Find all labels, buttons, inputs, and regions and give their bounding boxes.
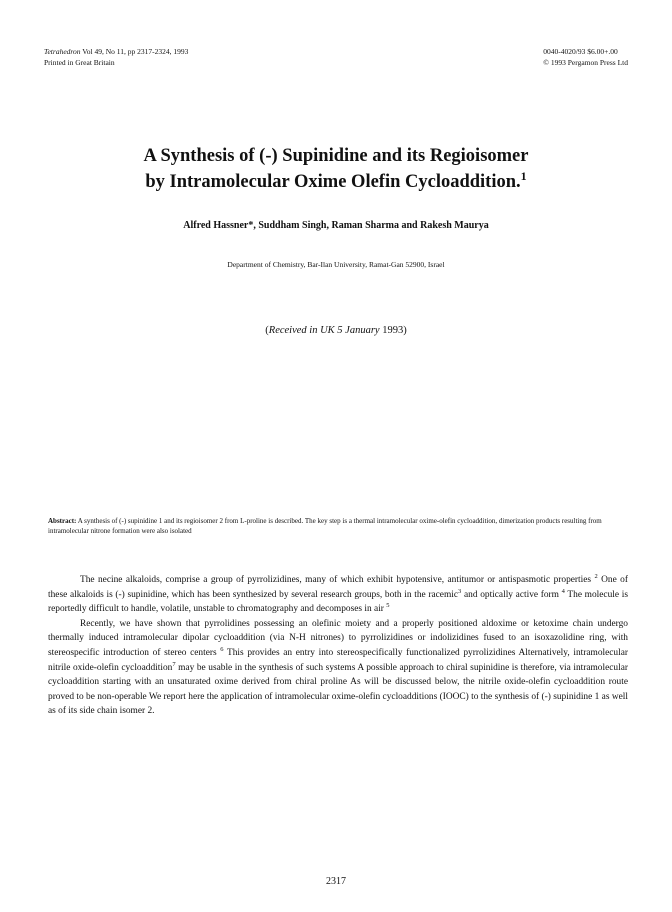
publisher-header xyxy=(543,46,628,68)
title-line-1: A Synthesis of (-) Supinidine and its Regioisomer xyxy=(143,146,529,166)
reference-marker: 4 xyxy=(561,587,565,595)
journal-header xyxy=(44,46,188,68)
journal-citation: Tetrahedron Vol 49, No 11, pp 2317-2324, 1993 xyxy=(44,47,189,56)
reference-marker: 5 xyxy=(386,602,390,610)
reference-marker: 3 xyxy=(458,587,462,595)
abstract xyxy=(48,517,628,536)
price-code: 0040-4020/93 $6.00+.00 xyxy=(543,47,618,56)
reference-marker: 2 xyxy=(594,572,598,580)
author-list: Alfred Hassner*, Suddham Singh, Raman Sharma and Rakesh Maurya xyxy=(183,220,489,231)
affiliation: Department of Chemistry, Bar-Ilan University, Ramat-Gan 52900, Israel xyxy=(227,260,445,269)
received-date: (Received in UK 5 January 1993) xyxy=(265,325,407,336)
abstract-text: A synthesis of (-) supinidine 1 and its regioisomer 2 from L-proline is described. The key step is a thermal intramolecular oxime-olefin cycloaddition, dimerization products resulting from intramolecular nitrone formation were also isolated xyxy=(48,517,602,535)
page-number: 2317 xyxy=(326,876,346,887)
reference-marker: 7 xyxy=(172,660,176,668)
journal-name: Tetrahedron xyxy=(44,47,81,56)
copyright: © 1993 Pergamon Press Ltd xyxy=(543,58,628,67)
title-footnote: 1 xyxy=(520,169,527,183)
abstract-label: Abstract: xyxy=(48,517,77,525)
paragraph-1: The necine alkaloids, comprise a group of pyrrolizidines, many of which exhibit hypotensive, antitumor or antispasmotic properties $^2$ One of these alkaloids is (-) supinidine, which has been synthesized by several research groups, both in the racemic$^3$ and optically active form $^4$ The molecule is reportedly difficult to handle, volatile, unstable to chromatography and decomposes in air $^5$ xyxy=(48,572,628,615)
body-text xyxy=(48,573,628,719)
reference-marker: 6 xyxy=(220,645,224,653)
title-line-2: by Intramolecular Oxime Olefin Cycloaddition.$^1$ xyxy=(145,169,527,193)
paper-title xyxy=(40,146,632,192)
paragraph-2: Recently, we have shown that pyrrolidines possessing an olefinic moiety and a properly positioned aldoxime or ketoxime chain undergo thermally induced intramolecular dipolar cycloaddition (via N-H nitrones) to pyrrolizidines or indolizidines fused to an isoxazolidine ring, with stereospecific introduction of stereo centers $^6$ This provides an entry into stereospecifically functionalized pyrrolizidines Alternatively, intramolecular nitrile oxide-olefin cycloaddition$^7$ may be usable in the synthesis of such systems A possible approach to chiral supinidine is therefore, via intramolecular cycloaddition starting with an unsaturated oxime derived from chiral proline As will be discussed below, the nitrile oxide-olefin cycloaddition route proved to be non-operable We report here the application of intramolecular oxime-olefin cycloadditions (IOOC) to the synthesis of (-) supinidine 1 as well as of its side chain isomer 2. xyxy=(48,618,629,717)
printed-note: Printed in Great Britain xyxy=(44,58,115,67)
